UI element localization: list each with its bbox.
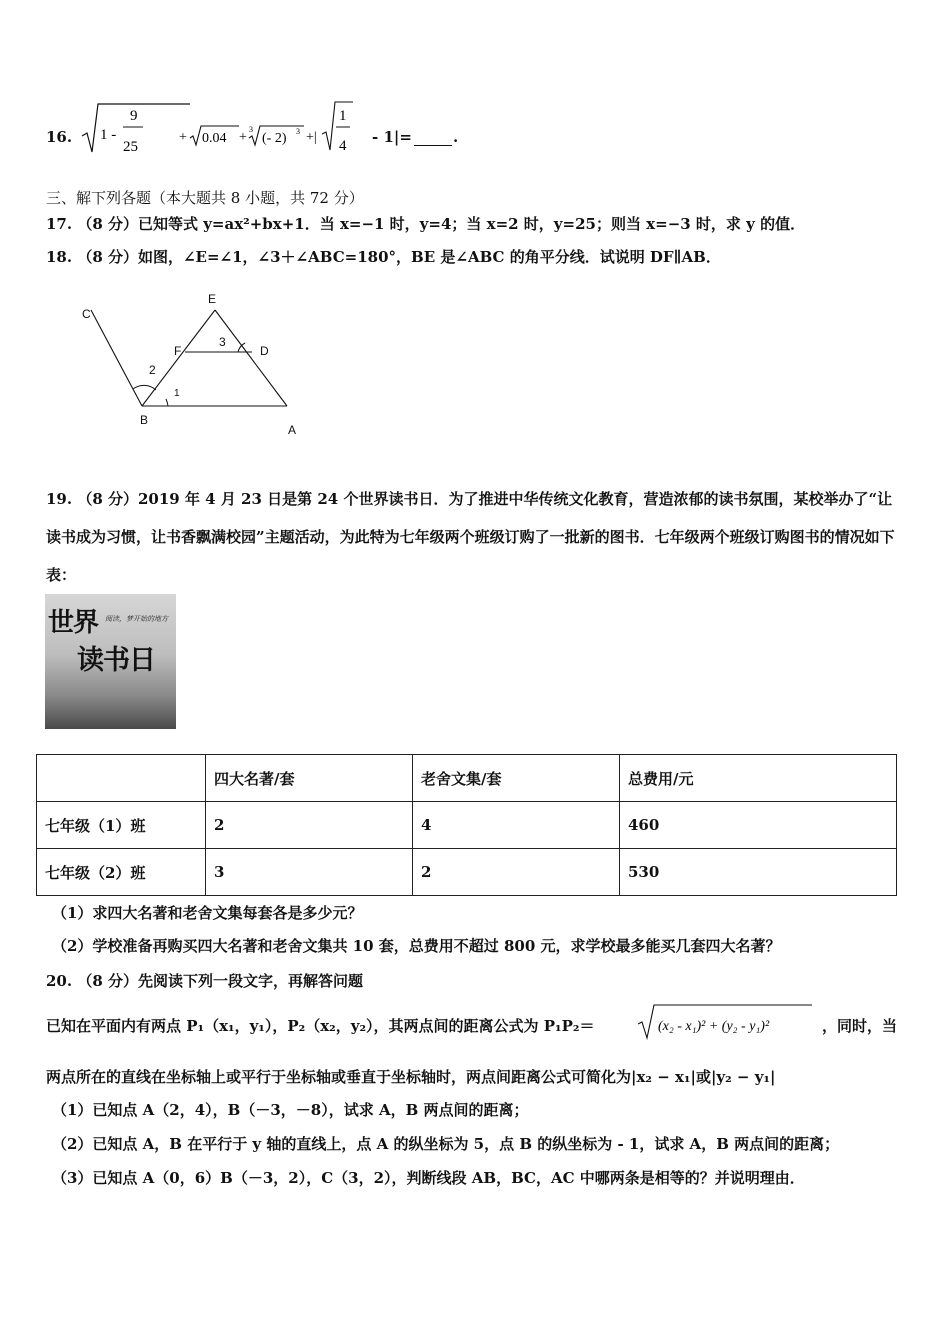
table-header-cell (37, 755, 206, 802)
q16-formula (78, 98, 418, 158)
label-angle-2: 2 (149, 363, 156, 377)
plus-sign: + (179, 130, 187, 145)
answer-blank (414, 145, 452, 146)
frac2-num: 1 (339, 108, 347, 124)
book-order-table (36, 754, 897, 896)
question-20: 20. （8 分）先阅读下列一段文字，再解答问题 (46, 972, 363, 990)
table-cell: 460 (620, 802, 897, 849)
table-row (37, 849, 897, 896)
angle-1-arc (166, 399, 168, 406)
angle-3-arc (238, 343, 245, 352)
label-angle-1: 1 (174, 388, 180, 399)
label-e: E (208, 292, 217, 306)
q20-line1-a: 已知在平面内有两点 P₁（x₁，y₁），P₂（x₂，y₂），其两点间的距离公式为 P₁P₂＝ (46, 1017, 595, 1035)
question-19: 19. （8 分）2019 年 4 月 23 日是第 24 个世界读书日．为了推进中华传统文化教育，营造浓郁的读书氛围，某校举办了“让读书成为习惯，让书香飘满校园”主题活动，为此特为七年级两个班级订购了一批新的图书．七年级两个班级订购图书的情况如下表： (46, 490, 895, 584)
question-18: 18. （8 分）如图，∠E=∠1，∠3＋∠ABC=180°，BE 是∠ABC 的角平分线．试说明 DF∥AB． (46, 248, 721, 266)
plus-sign-2: + (239, 130, 247, 145)
geometry-figure (70, 288, 310, 438)
q20-subquestion-1: （1）已知点 A（2，4），B（－3，－8），试求 A，B 两点间的距离； (52, 1101, 529, 1119)
q20-line1-b: ，同时，当 (822, 1017, 898, 1035)
question-17: 17. （8 分）已知等式 y=ax²+bx+1．当 x=−1 时，y=4；当 x=2 时，y=25；则当 x=−3 时，求 y 的值． (46, 215, 806, 233)
abs-open: +| (306, 130, 317, 145)
table-cell: 七年级（2）班 (37, 849, 206, 896)
table-header-cell: 四大名著/套 (206, 755, 413, 802)
label-f: F (174, 344, 182, 358)
poster-slogan: 阅读，梦开始的地方 (105, 615, 168, 623)
table-cell: 2 (413, 849, 620, 896)
table-cell: 七年级（1）班 (37, 802, 206, 849)
cube-index: 3 (249, 125, 253, 134)
table-cell: 4 (413, 802, 620, 849)
poster-title-1: 世界 (48, 608, 99, 638)
q20-line2: 两点所在的直线在坐标轴上或平行于坐标轴或垂直于坐标轴时，两点间距离公式可简化为|x₂ − x₁|或|y₂ − y₁| (46, 1068, 776, 1086)
one-minus: 1 - (100, 127, 117, 143)
cube-exp: 3 (296, 127, 300, 136)
cube-body: (- 2) (262, 131, 287, 146)
q20-subquestion-2: （2）已知点 A，B 在平行于 y 轴的直线上，点 A 的纵坐标为 5，点 B 的纵坐标为 - 1，试求 A，B 两点间的距离； (52, 1135, 840, 1153)
line-ea (215, 310, 287, 406)
table-cell: 530 (620, 849, 897, 896)
label-c: C (82, 307, 91, 321)
angle-2-arc (133, 385, 156, 390)
label-angle-3: 3 (219, 335, 226, 349)
table-header-cell: 老舍文集/套 (413, 755, 620, 802)
table-cell: 3 (206, 849, 413, 896)
frac1-den: 25 (123, 139, 138, 155)
section-title: 三、解下列各题（本大题共 8 小题，共 72 分） (46, 189, 364, 207)
sqrt-0.04: 0.04 (202, 131, 227, 146)
q16-tail: - 1|= (372, 128, 412, 146)
q19-subquestion-2: （2）学校准备再购买四大名著和老舍文集共 10 套，总费用不超过 800 元，求学校最多能买几套四大名著？ (52, 937, 781, 955)
q16-period: . (453, 128, 459, 146)
label-a: A (288, 423, 297, 437)
table-header-row (37, 755, 897, 802)
world-book-day-poster (45, 594, 176, 729)
table-cell: 2 (206, 802, 413, 849)
poster-title-2: 读书日 (77, 645, 155, 676)
question-number: 16. (46, 128, 73, 146)
label-b: B (140, 413, 149, 427)
q20-subquestion-3: （3）已知点 A（0，6）B（－3，2），C（3，2），判断线段 AB，BC，AC 中哪两条是相等的？并说明理由． (52, 1169, 805, 1187)
formula-text: (x₂ - x₁)² + (y₂ - y₁)² (658, 1019, 770, 1034)
line-cb (91, 310, 142, 406)
table-header-cell: 总费用/元 (620, 755, 897, 802)
frac2-den: 4 (339, 138, 347, 154)
q19-subquestion-1: （1）求四大名著和老舍文集每套各是多少元？ (52, 904, 363, 922)
table-row (37, 802, 897, 849)
frac1-num: 9 (130, 108, 138, 124)
distance-formula (636, 1002, 816, 1042)
label-d: D (260, 344, 269, 358)
